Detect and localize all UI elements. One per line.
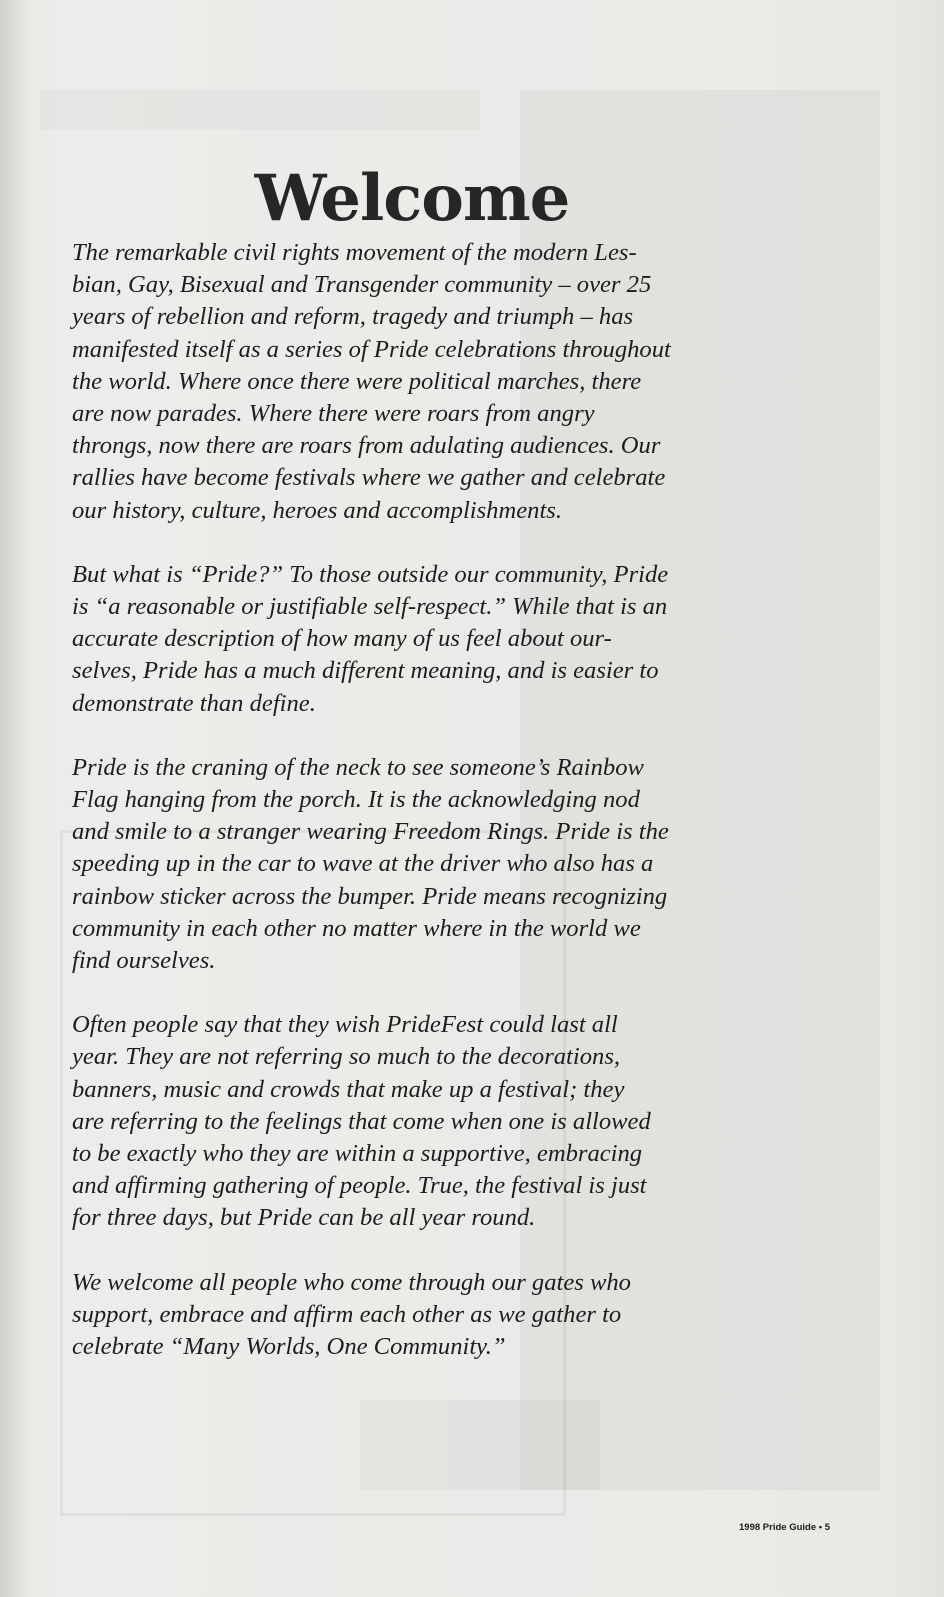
paragraph: Often people say that they wish PrideFest could last all year. They are not referring so much to the decorations, banners, music and crowds that make up a festival; they are referring to the feelings that come when one is allowed to be exactly who they are within a supportive, embracing and affirming gathering of people. True, the festival is just for three days, but Pride can be all year round. bbox=[72, 1011, 651, 1232]
paragraph: The remarkable civil rights movement of the modern Les- bian, Gay, Bisexual and Transgender community – over 25 years of rebellion and reform, tragedy and triumph – has manifested itself as a series of Pride celebrations throughout the world. Where once there were political marches, there are now parades. Where there were roars from angry throngs, now there are roars from adulating audiences. Our rallies have become festivals where we gather and celebrate our history, culture, heroes and accomplishments. bbox=[72, 239, 671, 524]
paragraph: But what is “Pride?” To those outside our community, Pride is “a reasonable or justifiable self-respect.” While that is an accurate description of how many of us feel about our- selves, Pride has a much different meaning, and is easier to demonstrate than define. bbox=[72, 560, 669, 717]
paragraph: We welcome all people who come through our gates who support, embrace and affirm each other as we gather to celebrate “Many Worlds, One Community.” bbox=[72, 1268, 631, 1361]
page-title: Welcome bbox=[254, 160, 570, 236]
page-footer: 1998 Pride Guide • 5 bbox=[739, 1522, 830, 1533]
paragraph: Pride is the craning of the neck to see someone’s Rainbow Flag hanging from the porch. It is the acknowledging nod and smile to a stranger wearing Freedom Rings. Pride is the speeding up in the car to wave at the driver who also has a rainbow sticker across the bumper. Pride means recognizing community in each other no matter where in the world we find ourselves. bbox=[72, 753, 669, 975]
article-body bbox=[72, 237, 762, 1395]
bleed-through-shadow bbox=[40, 90, 480, 130]
bleed-through-shadow bbox=[360, 1400, 600, 1490]
